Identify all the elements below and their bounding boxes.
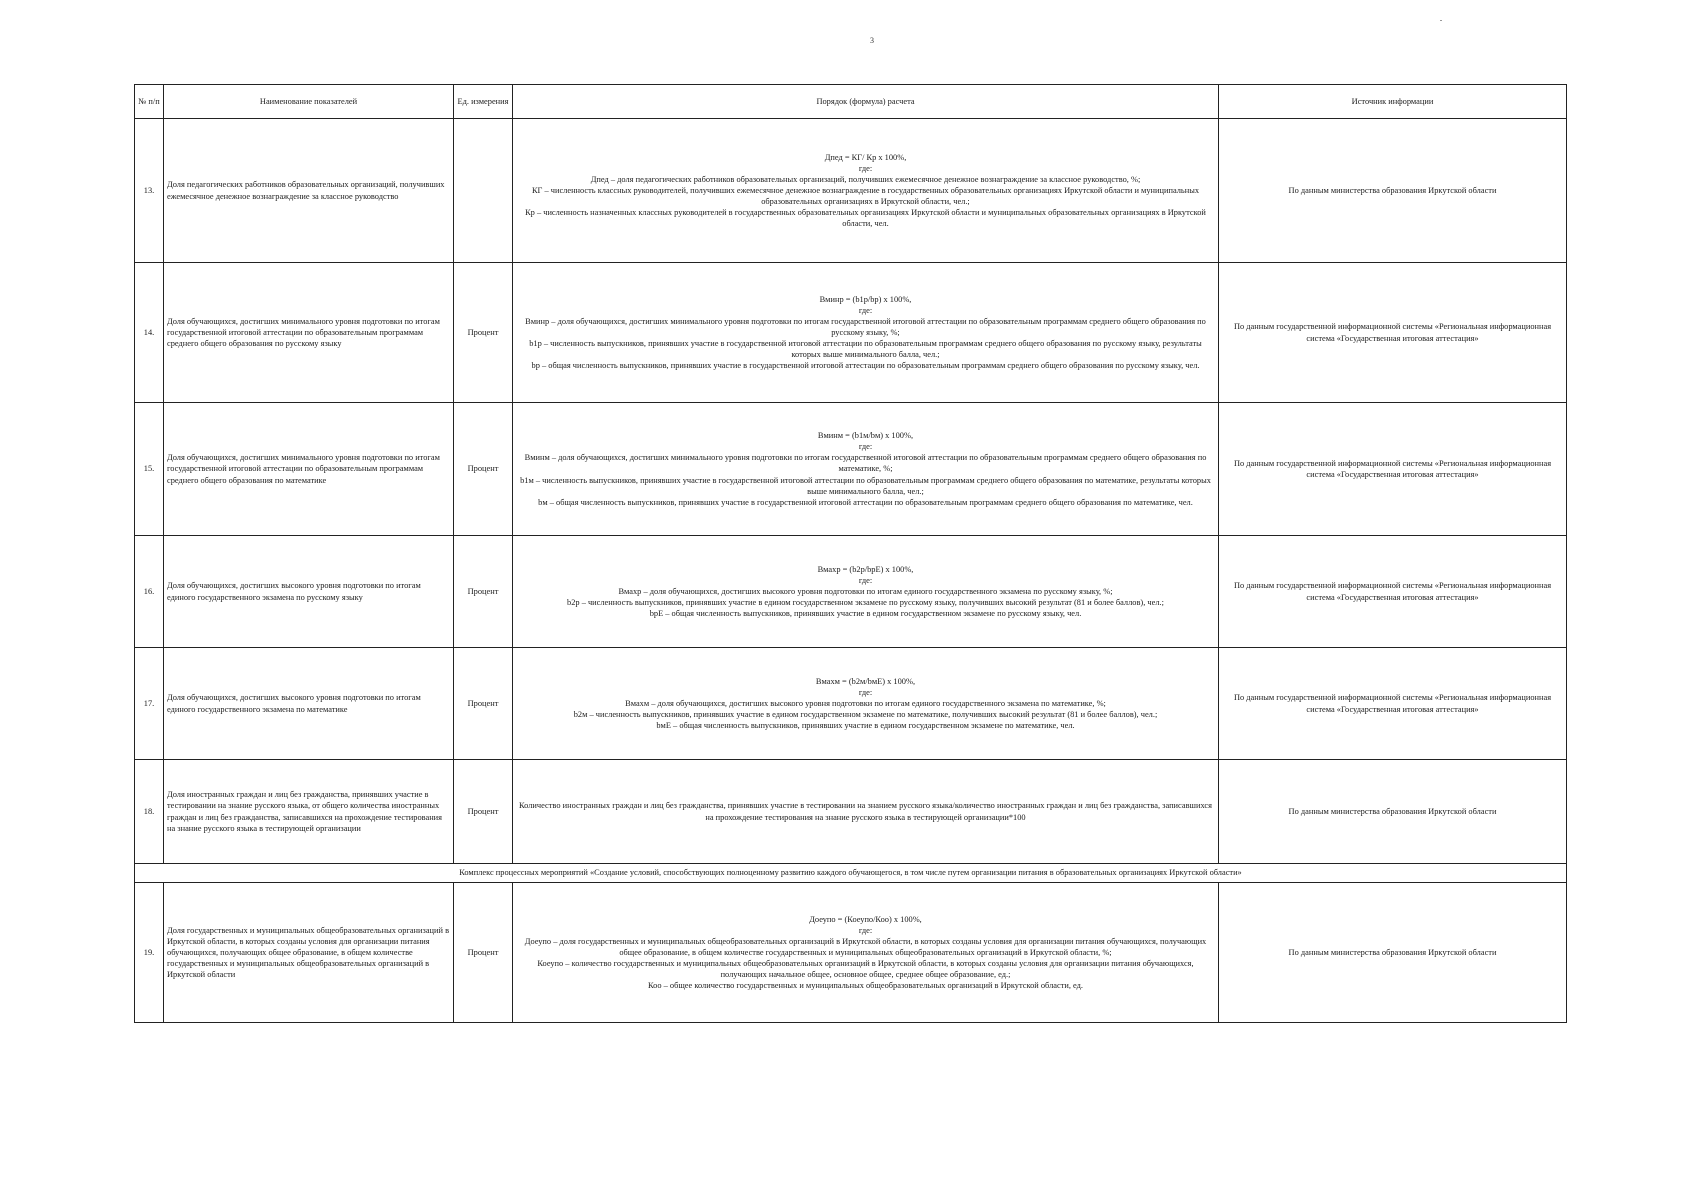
formula-line: Вминр – доля обучающихся, достигших минимального уровня подготовки по итогам государственной итоговой аттестации по образовательным программам среднего общего образования по русскому языку, %;: [525, 316, 1206, 337]
formula-line: Вмахр = (b2р/bрЕ) х 100%,: [817, 564, 914, 574]
formula-line: КГ – численность классных руководителей, получивших ежемесячное денежное вознаграждение в государственных образовательных организациях Иркутской области и муниципальных образовательных организациях в Иркутской области, чел.;: [531, 185, 1200, 207]
section-title: Комплекс процессных мероприятий «Создание условий, способствующих полноценному развитию каждого обучающегося, в том числе путем организации питания в образовательных организациях Иркутской области»: [135, 864, 1567, 883]
row-formula: [513, 403, 1219, 536]
row-source: По данным министерства образования Иркутской области: [1219, 119, 1567, 263]
indicators-table: [134, 84, 1567, 1023]
row-source: По данным министерства образования Иркутской области: [1219, 883, 1567, 1023]
row-num: 16.: [135, 536, 164, 648]
scan-speck: [1440, 20, 1442, 21]
formula-line: Коо – общее количество государственных и муниципальных общеобразовательных организаций в Иркутской области, ед.: [647, 981, 1084, 991]
row-source: По данным государственной информационной системы «Региональная информационная система «Государственная итоговая аттестация»: [1219, 648, 1567, 760]
table-row: [135, 883, 1567, 1023]
row-source: По данным государственной информационной системы «Региональная информационная система «Государственная итоговая аттестация»: [1219, 403, 1567, 536]
formula-line: b1р – численность выпускников, принявших участие в государственной итоговой аттестации по образовательным программам среднего общего образования по русскому языку, результаты которых выше минимального балла, чел.;: [529, 339, 1202, 360]
row-name: Доля обучающихся, достигших минимального уровня подготовки по итогам государственной итоговой аттестации по образовательным программам среднего общего образования по математике: [164, 403, 454, 536]
row-source: По данным министерства образования Иркутской области: [1219, 760, 1567, 864]
row-source: По данным государственной информационной системы «Региональная информационная система «Государственная итоговая аттестация»: [1219, 263, 1567, 403]
header-source: Источник информации: [1219, 85, 1567, 119]
row-unit: Процент: [454, 536, 513, 648]
table-header-row: [135, 85, 1567, 119]
formula-line: Коеупо – количество государственных и муниципальных общеобразовательных организаций в Иркутской области, в которых созданы условия для организации питания обучающихся, получающих начальное общее, основное общее, среднее общее образование, ед.;: [537, 959, 1194, 980]
row-source: По данным государственной информационной системы «Региональная информационная система «Государственная итоговая аттестация»: [1219, 536, 1567, 648]
formula-line: bр – общая численность выпускников, принявших участие в государственной итоговой аттестации по образовательным программам среднего общего образования по русскому языку, чел.: [531, 361, 1200, 371]
formula-line: bмЕ – общая численность выпускников, принявших участие в едином государственном экзамене по математике, чел.: [656, 721, 1075, 731]
row-name: Доля педагогических работников образовательных организаций, получивших ежемесячное денежное вознаграждение за классное руководство: [164, 119, 454, 263]
formula-line: b2р – численность выпускников, принявших участие в едином государственном экзамене по русскому языку, получивших высокий результат (81 и более баллов), чел.;: [567, 598, 1164, 608]
formula-line: Вмахр – доля обучающихся, достигших высокого уровня подготовки по итогам единого государственного экзамена по русскому языку, %;: [618, 586, 1113, 596]
row-name: Доля обучающихся, достигших минимального уровня подготовки по итогам государственной итоговой аттестации по образовательным программам среднего общего образования по русскому языку: [164, 263, 454, 403]
row-name: Доля государственных и муниципальных общеобразовательных организаций в Иркутской области, в которых созданы условия для организации питания обучающихся, получающих общее образование, в общем количестве государственных и муниципальных общеобразовательных организаций в Иркутской области: [164, 883, 454, 1023]
header-name: Наименование показателей: [164, 85, 454, 119]
table-row: [135, 119, 1567, 263]
table-row: [135, 536, 1567, 648]
table-row: [135, 263, 1567, 403]
formula-line: Вминм – доля обучающихся, достигших минимального уровня подготовки по итогам государственной итоговой аттестации по образовательным программам среднего общего образования по математике, %;: [524, 453, 1207, 474]
formula-line: Вминр = (b1р/bр) х 100%,: [819, 294, 912, 304]
formula-line: где:: [858, 305, 873, 315]
formula-line: Количество иностранных граждан и лиц без гражданства, принявших участие в тестировании на знанием русского языка/количество иностранных граждан и лиц без гражданства, записавшихся на прохождение тестирования на знание русского языка в тестирующей организации*100: [519, 801, 1212, 822]
formula-line: Доеупо – доля государственных и муниципальных общеобразовательных организаций в Иркутской области, в которых созданы условия для организации питания обучающихся, получающих общее образование, в общем количестве государственных и муниципальных общеобразовательных организаций в Иркутской области, %;: [524, 936, 1207, 957]
formula-line: Дпед = КГ/ Кр х 100%,: [824, 152, 907, 162]
formula-line: Кр – численность назначенных классных руководителей в государственных образовательных организациях Иркутской области и муниципальных образовательных организациях в Иркутской области, чел.: [525, 208, 1206, 229]
formula-line: Вминм = (b1м/bм) х 100%,: [817, 431, 914, 441]
row-unit: Процент: [454, 403, 513, 536]
row-unit: Процент: [454, 760, 513, 864]
row-name: Доля иностранных граждан и лиц без гражданства, принявших участие в тестировании на знание русского языка, от общего количества иностранных граждан и лиц без гражданства, записавшихся на прохождение тестирования на знание русского языка в тестирующей организации: [164, 760, 454, 864]
formula-line: bм – общая численность выпускников, принявших участие в государственной итоговой аттестации по образовательным программам среднего общего образования по математике, чел.: [538, 497, 1193, 507]
formula-line: Вмахм – доля обучающихся, достигших высокого уровня подготовки по итогам единого государственного экзамена по математике, %;: [625, 698, 1106, 708]
row-formula: [513, 760, 1219, 864]
header-unit: Ед. измерения: [454, 85, 513, 119]
row-formula: [513, 263, 1219, 403]
formula-line: где:: [858, 163, 873, 173]
table-row: [135, 403, 1567, 536]
formula-line: где:: [858, 925, 873, 935]
row-formula: [513, 536, 1219, 648]
formula-line: b2м – численность выпускников, принявших участие в едином государственном экзамене по математике, получивших высокий результат (81 и более баллов), чел.;: [573, 710, 1158, 720]
header-formula: Порядок (формула) расчета: [513, 85, 1219, 119]
row-num: 18.: [135, 760, 164, 864]
formula-line: Доеупо = (Коеупо/Коо) х 100%,: [809, 914, 922, 924]
formula-line: где:: [858, 687, 873, 697]
formula-line: Дпед – доля педагогических работников образовательных организаций, получивших ежемесячное денежное вознаграждение за классное руководство, %;: [590, 174, 1141, 184]
formula-line: где:: [858, 442, 873, 452]
formula-line: b1м – численность выпускников, принявших участие в государственной итоговой аттестации по образовательным программам среднего общего образования по математике, результаты которых выше минимального балла, чел.;: [520, 475, 1211, 496]
row-num: 17.: [135, 648, 164, 760]
page-number: 3: [870, 36, 874, 45]
row-unit: Процент: [454, 648, 513, 760]
row-name: Доля обучающихся, достигших высокого уровня подготовки по итогам единого государственного экзамена по русскому языку: [164, 536, 454, 648]
row-num: 13.: [135, 119, 164, 263]
header-num: № п/п: [135, 85, 164, 119]
row-num: 19.: [135, 883, 164, 1023]
formula-line: где:: [858, 575, 873, 585]
row-unit: [454, 119, 513, 263]
row-formula: [513, 883, 1219, 1023]
row-unit: Процент: [454, 263, 513, 403]
formula-line: Вмахм = (b2м/bмЕ) х 100%,: [815, 676, 916, 686]
section-row: [135, 864, 1567, 883]
formula-line: bрЕ – общая численность выпускников, принявших участие в едином государственном экзамене по русскому языку, чел.: [649, 609, 1082, 619]
row-formula: [513, 648, 1219, 760]
row-unit: Процент: [454, 883, 513, 1023]
row-num: 15.: [135, 403, 164, 536]
row-formula: [513, 119, 1219, 263]
row-name: Доля обучающихся, достигших высокого уровня подготовки по итогам единого государственного экзамена по математике: [164, 648, 454, 760]
row-num: 14.: [135, 263, 164, 403]
table-row: [135, 648, 1567, 760]
table-row: [135, 760, 1567, 864]
